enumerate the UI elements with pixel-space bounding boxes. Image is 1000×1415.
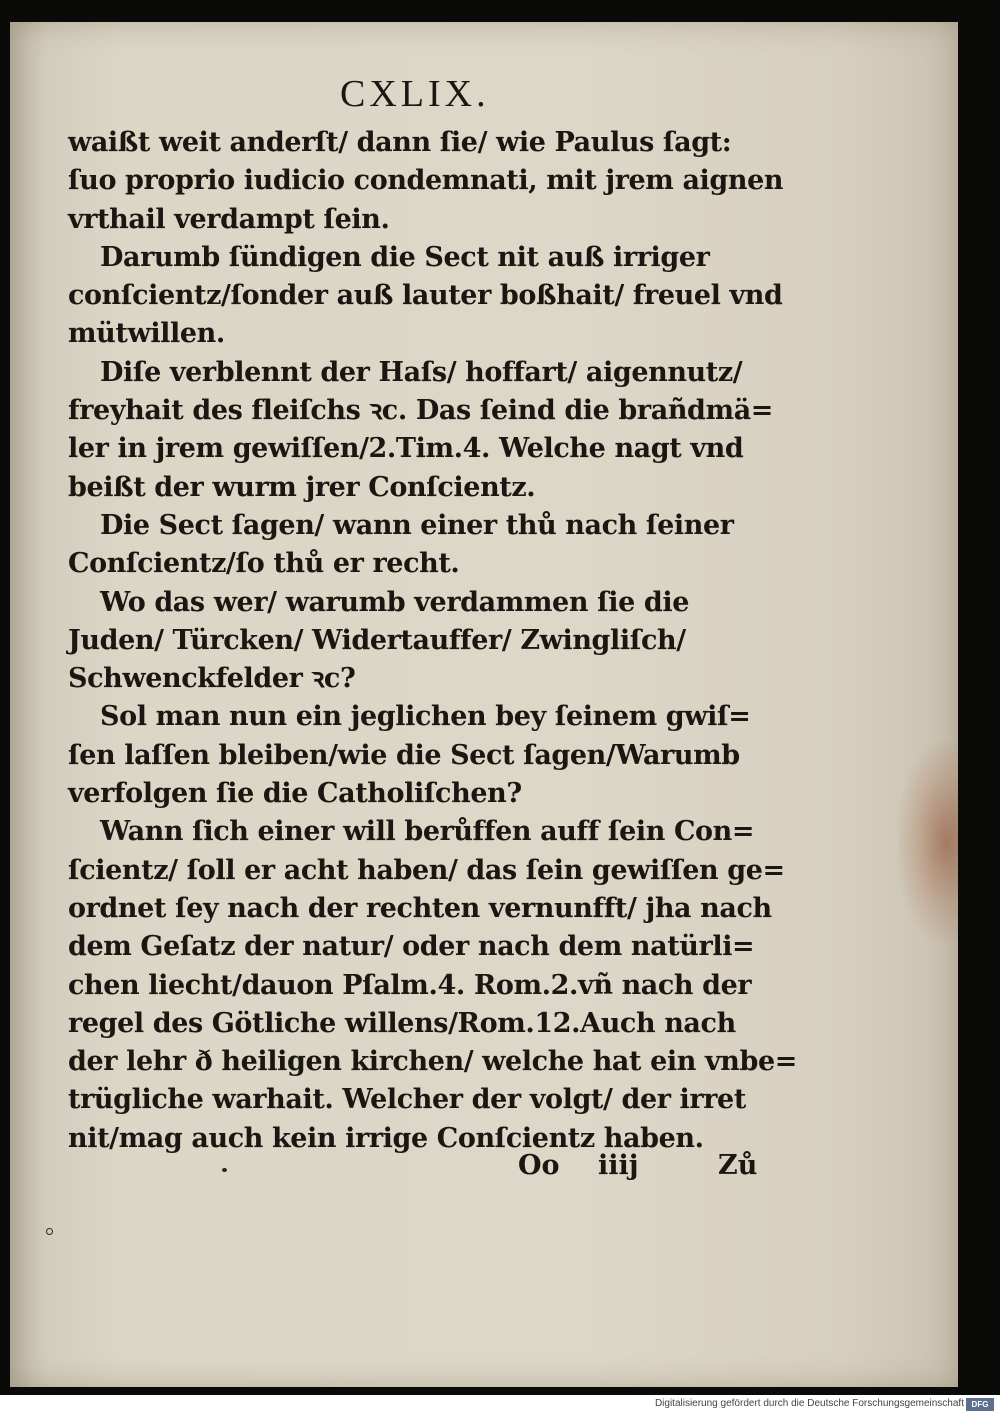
text-line: der lehr ð heiligen kirchen/ welche hat ein vnbe= xyxy=(68,1046,797,1078)
page-text xyxy=(68,124,797,1158)
funding-notice: Digitalisierung gefördert durch die Deutsche Forschungsgemeinschaft xyxy=(654,1398,964,1409)
text-line: ordnet ſey nach der rechten vernunfft/ jha nach xyxy=(68,892,772,924)
text-line: regel des Götliche willens/Rom.12.Auch nach xyxy=(68,1007,736,1039)
text-line: Sol man nun ein jeglichen bey ſeinem gwiſ= xyxy=(100,701,751,733)
signature-mark: Oo xyxy=(518,1150,560,1181)
catchword: Zů xyxy=(718,1150,758,1181)
text-line: Die Sect ſagen/ wann einer thů nach ſeiner xyxy=(100,509,734,541)
signature-number: iiij xyxy=(598,1150,639,1181)
signature-line xyxy=(518,1146,778,1186)
ink-ring xyxy=(46,1228,53,1235)
text-line: conſcientz/ſonder auß lauter boßhait/ freuel vnd xyxy=(68,280,783,312)
page-stain xyxy=(898,742,958,942)
text-line: beißt der wurm jrer Conſcientz. xyxy=(68,471,536,503)
text-line: nit/mag auch kein irrige Conſcientz haben. xyxy=(68,1122,704,1154)
text-line: chen liecht/dauon Pſalm.4. Rom.2.vñ nach der xyxy=(68,969,752,1001)
text-line: verfolgen ſie die Catholiſchen? xyxy=(68,778,522,810)
text-line: mütwillen. xyxy=(68,318,225,350)
text-line: Darumb ſündigen die Sect nit auß irriger xyxy=(100,241,710,273)
text-line: Schwenckfelder ꝛc? xyxy=(68,663,356,695)
text-line: ſen laſſen bleiben/wie die Sect ſagen/Warumb xyxy=(68,739,740,771)
text-line: Juden/ Türcken/ Widertauffer/ Zwingliſch/ xyxy=(68,624,686,656)
text-line: ſuo proprio iudicio condemnati, mit jrem aignen xyxy=(68,165,784,197)
folio-number: CXLIX. xyxy=(340,73,490,115)
text-line: Conſcientz/ſo thů er recht. xyxy=(68,548,460,580)
text-line: freyhait des fleiſchs ꝛc. Das ſeind die brañdmä= xyxy=(68,395,774,427)
footer-bar xyxy=(0,1395,1000,1415)
text-line: vrthail verdampt ſein. xyxy=(68,203,390,235)
text-line: ſcientz/ ſoll er acht haben/ das ſein gewiſſen ge= xyxy=(68,854,785,886)
dfg-logo-icon: DFG xyxy=(966,1398,994,1411)
text-line: waißt weit anderſt/ dann ſie/ wie Paulus ſagt: xyxy=(68,127,732,158)
text-line: Wo das wer/ warumb verdammen ſie die xyxy=(100,586,690,618)
text-line: Diſe verblennt der Haſs/ hoffart/ aigennutz/ xyxy=(100,356,743,388)
text-line: Wann ſich einer will berůffen auff ſein Con= xyxy=(100,816,755,848)
ink-speck xyxy=(222,1168,227,1172)
text-line: dem Geſatz der natur/ oder nach dem natürli= xyxy=(68,931,755,963)
text-line: trügliche warhait. Welcher der volgt/ der irret xyxy=(68,1084,746,1116)
text-line: ler in jrem gewiſſen/2.Tim.4. Welche nagt vnd xyxy=(68,433,744,465)
